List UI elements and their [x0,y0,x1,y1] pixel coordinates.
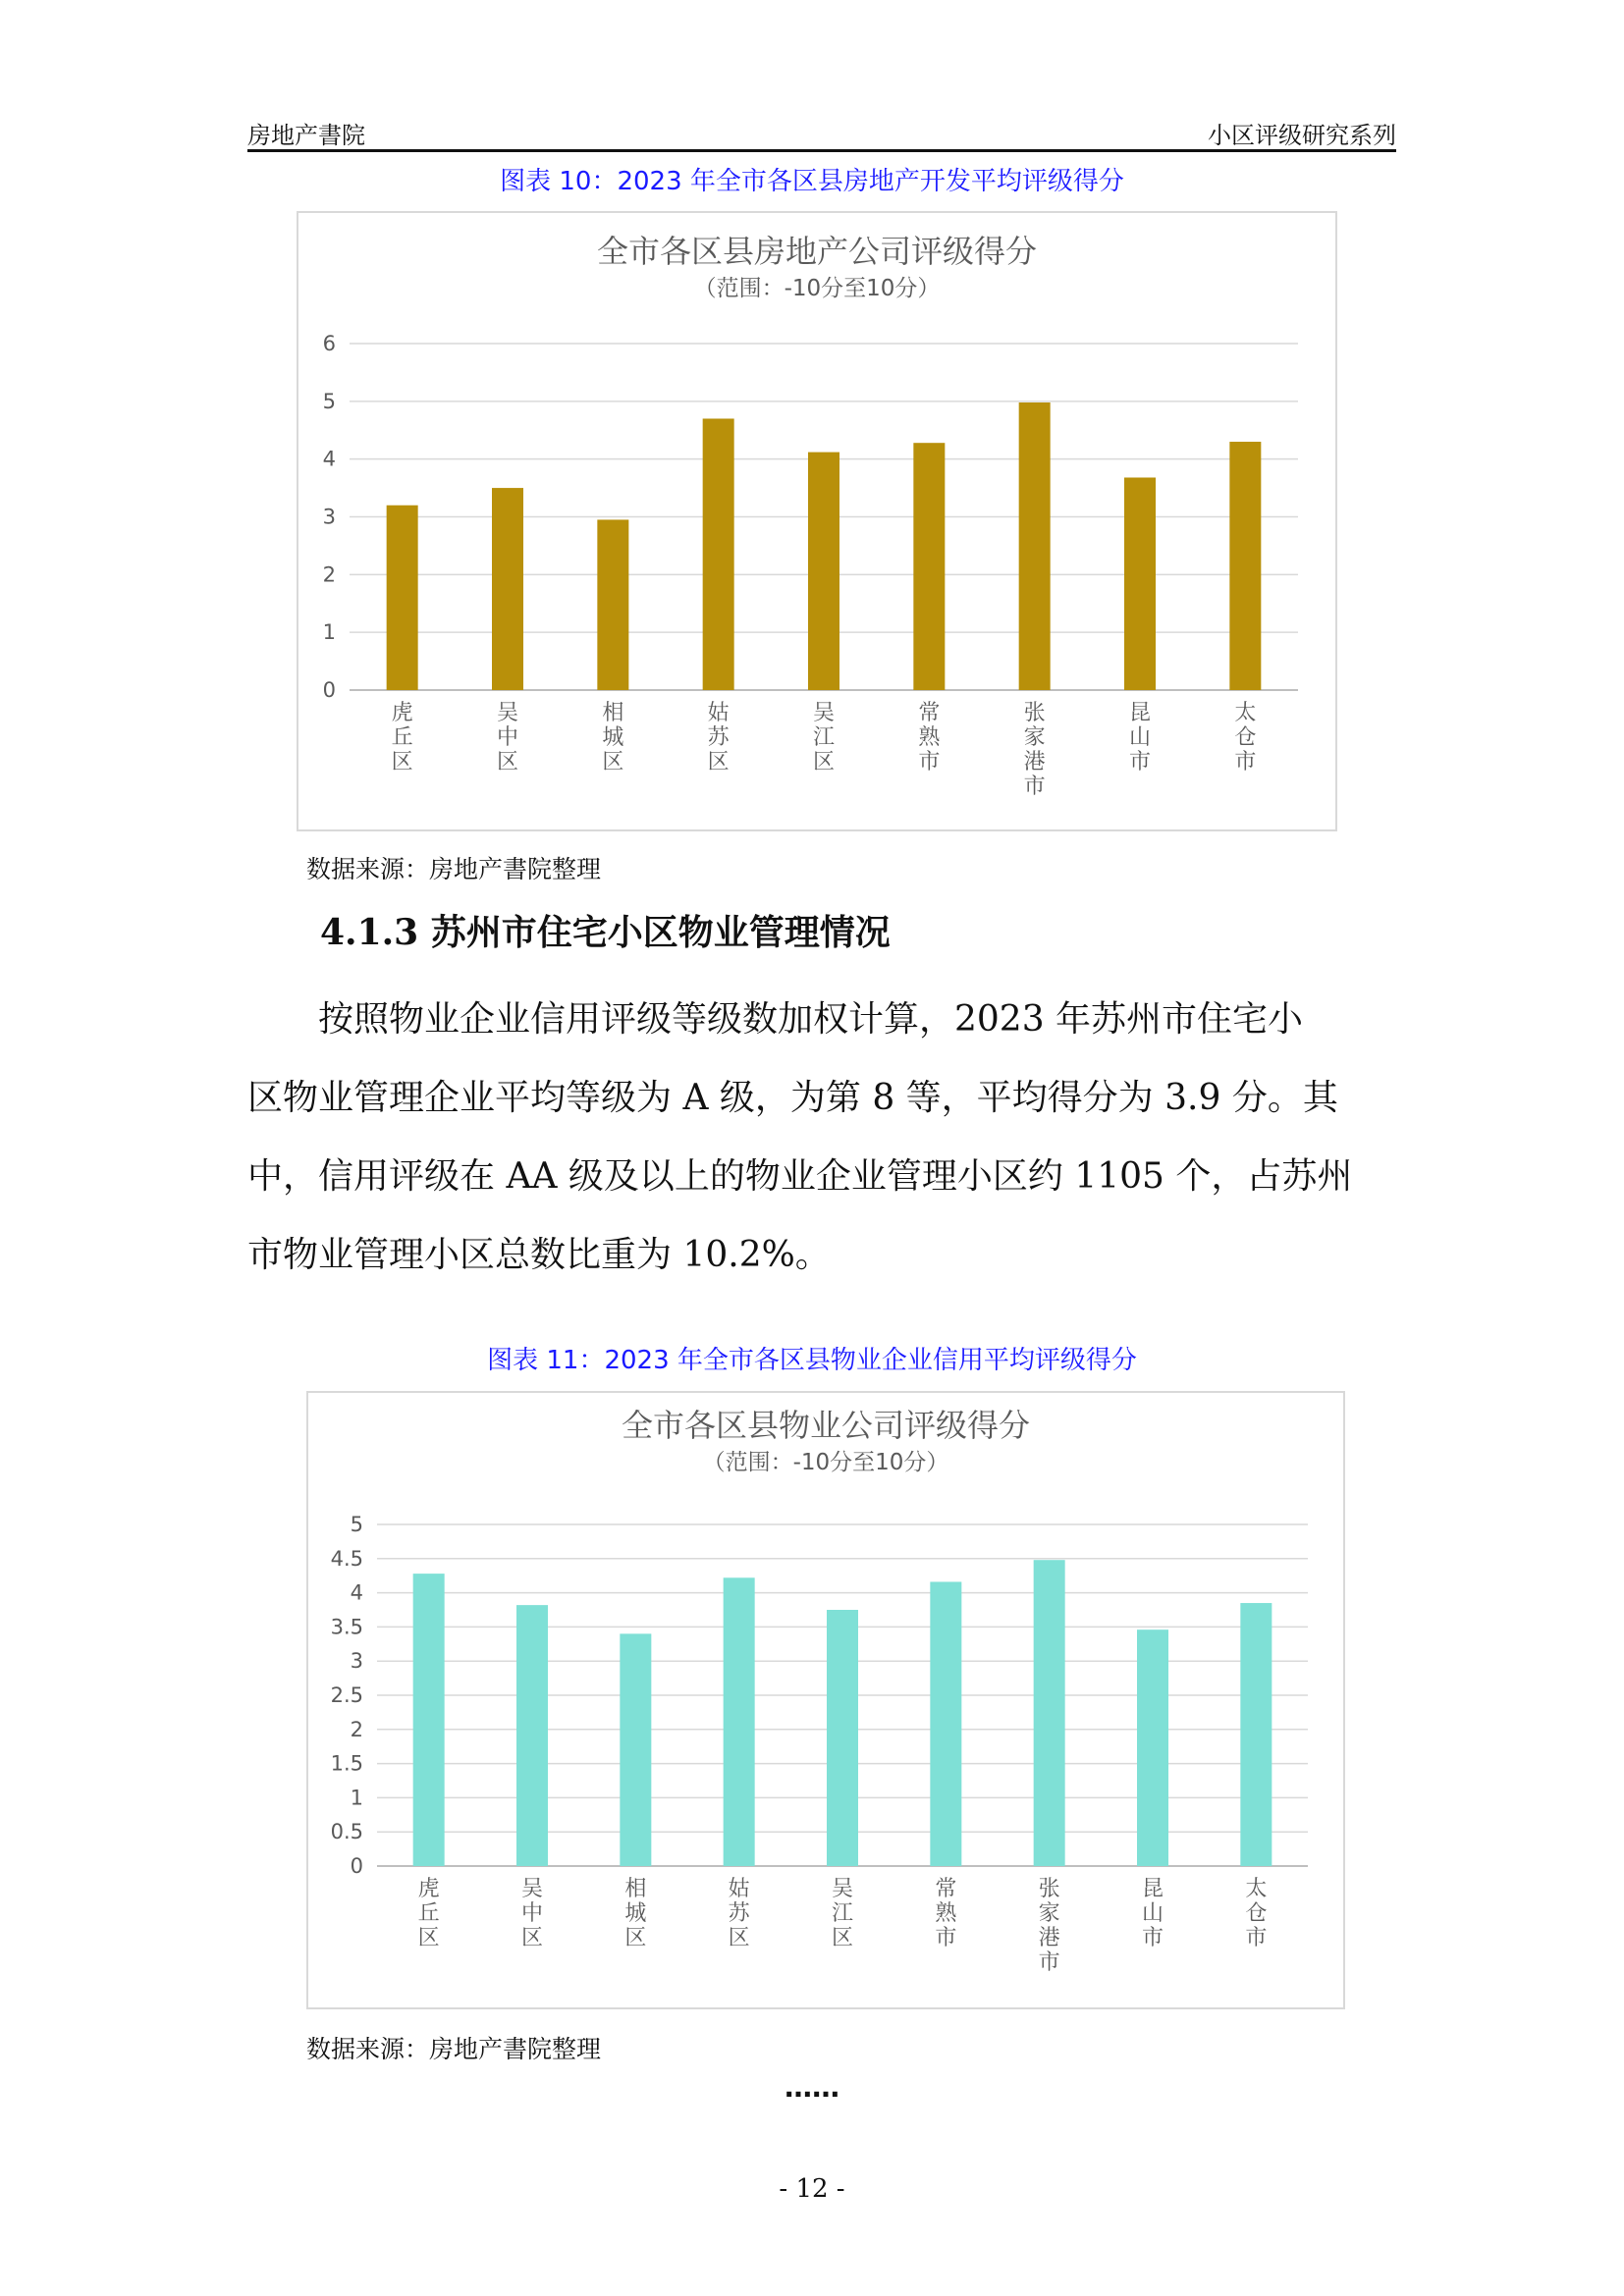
chart1-bar-7 [1124,477,1156,690]
chart1-bar-1 [492,488,523,690]
chart2-ytick-label: 0 [350,1854,363,1878]
chart1-bar-6 [1019,402,1051,690]
chart2-bar-1 [516,1605,548,1866]
ellipsis: …… [785,2071,839,2104]
chart2-bar-4 [827,1610,858,1866]
chart1-frame [297,211,1337,831]
chart1-subtitle: （范围：-10分至10分） [693,276,941,301]
chart1-bar-0 [387,506,418,690]
chart2-category-label-3: 姑苏区 [728,1877,750,1950]
chart1-category-label-0: 虎丘区 [391,701,413,774]
chart2-svg [308,1393,1343,2007]
chart2-ytick-label: 2.5 [330,1683,363,1707]
chart2-ytick-label: 4.5 [330,1546,363,1571]
chart2-frame [306,1391,1345,2009]
chart1-ytick-label: 4 [322,447,336,471]
paragraph-line-4: 市物业管理小区总数比重为 10.2%。 [247,1235,831,1275]
figure1-source: 数据来源：房地产書院整理 [306,855,602,883]
chart1-bar-5 [913,443,945,690]
chart2-category-label-0: 虎丘区 [417,1877,440,1950]
chart1-category-label-8: 太仓市 [1234,701,1257,774]
chart2-ytick-label: 0.5 [330,1820,363,1844]
chart1-bar-4 [808,453,839,690]
chart2-ytick-label: 1.5 [330,1751,363,1776]
chart2-category-label-6: 张家港市 [1038,1877,1060,1975]
chart2-bar-2 [620,1633,651,1866]
chart2-bar-8 [1240,1603,1272,1866]
chart1-category-label-2: 相城区 [602,701,624,774]
chart2-ytick-label: 2 [350,1717,363,1741]
chart1-ytick-label: 0 [322,678,336,702]
chart1-category-label-7: 昆山市 [1128,701,1152,774]
chart2-category-label-8: 太仓市 [1245,1877,1268,1950]
chart2-category-label-7: 昆山市 [1141,1877,1164,1950]
chart1-bar-3 [703,418,734,690]
header-right-title: 小区评级研究系列 [1208,122,1396,149]
chart2-bar-5 [930,1581,961,1866]
chart2-subtitle: （范围：-10分至10分） [702,1450,949,1475]
chart1-ytick-label: 2 [322,562,336,587]
chart2-bar-0 [413,1574,445,1866]
chart1-title: 全市各区县房地产公司评级得分 [596,233,1038,270]
chart1-category-label-5: 常熟市 [918,701,941,774]
figure2-source: 数据来源：房地产書院整理 [306,2035,602,2063]
chart2-bar-3 [724,1577,755,1866]
figure1-caption: 图表 10：2023 年全市各区县房地产开发平均评级得分 [500,167,1124,196]
chart2-category-label-5: 常熟市 [935,1877,957,1950]
chart2-ytick-label: 3.5 [330,1615,363,1639]
page-number: - 12 - [779,2174,845,2204]
paragraph-line-2: 区物业管理企业平均等级为 A 级，为第 8 等，平均得分为 3.9 分。其 [247,1078,1338,1118]
chart1-bar-2 [597,519,628,690]
figure2-caption: 图表 11：2023 年全市各区县物业企业信用平均评级得分 [487,1346,1137,1375]
chart2-title: 全市各区县物业公司评级得分 [621,1407,1031,1444]
chart1-category-label-3: 姑苏区 [707,701,730,774]
chart1-category-label-4: 吴江区 [812,701,836,774]
paragraph-line-1: 按照物业企业信用评级等级数加权计算，2023 年苏州市住宅小 [318,999,1304,1040]
chart1-category-label-1: 吴中区 [496,701,519,774]
chart2-ytick-label: 1 [350,1786,363,1810]
chart2-bar-7 [1137,1629,1168,1866]
header-divider [247,149,1396,152]
chart1-svg [298,213,1335,829]
chart1-ytick-label: 5 [322,389,336,413]
chart2-category-label-4: 吴江区 [831,1877,854,1950]
chart2-category-label-1: 吴中区 [520,1877,544,1950]
paragraph-line-3: 中，信用评级在 AA 级及以上的物业企业管理小区约 1105 个，占苏州 [247,1156,1353,1197]
chart2-ytick-label: 4 [350,1580,363,1605]
chart2-bar-6 [1034,1560,1065,1866]
chart1-ytick-label: 1 [322,620,336,645]
chart1-category-label-6: 张家港市 [1023,701,1046,799]
chart2-ytick-label: 5 [350,1513,363,1536]
chart2-ytick-label: 3 [350,1649,363,1674]
chart1-bar-8 [1229,442,1261,690]
header-left-title: 房地产書院 [247,122,365,149]
chart1-ytick-label: 3 [322,505,336,529]
section-heading: 4.1.3 苏州市住宅小区物业管理情况 [320,912,891,953]
chart1-ytick-label: 6 [322,332,336,355]
chart2-category-label-2: 相城区 [624,1877,647,1950]
